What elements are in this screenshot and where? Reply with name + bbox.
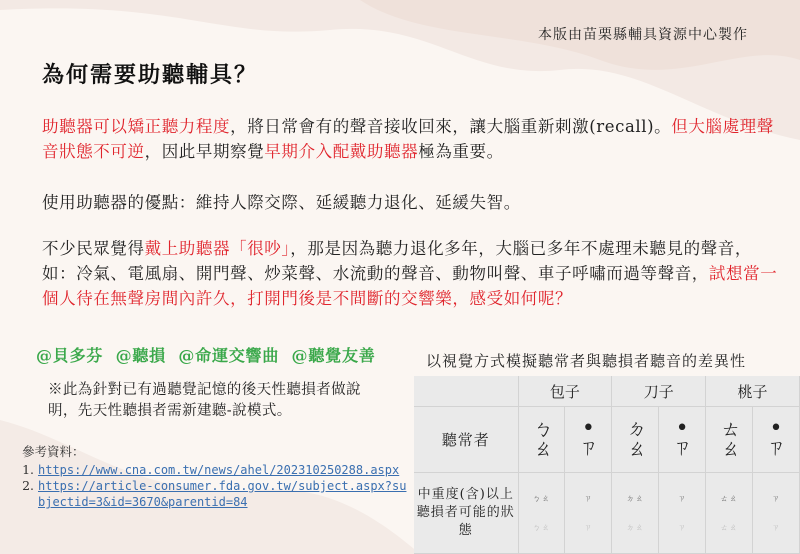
zhuyin-cell: • ㄗ: [753, 407, 800, 473]
body-text: 不少民眾覺得: [42, 239, 145, 258]
hashtag: @貝多芬: [36, 346, 104, 365]
muffled-cell: ㄅㄠ ㄅㄠ: [518, 473, 565, 554]
muffled-cell: ㄊㄠ ㄊㄠ: [706, 473, 753, 554]
highlight-text: 但大腦處理聲音狀態不可逆: [42, 117, 774, 161]
paragraph-noisy-explanation: [42, 236, 782, 311]
header-empty-cell: [414, 376, 518, 407]
reference-link[interactable]: https://article-consumer.fda.gov.tw/subject.aspx?subjectid=3&id=3670&parentid=84: [38, 479, 407, 509]
hashtag-list: [36, 343, 382, 366]
body-text: ，將日常會有的聲音接收回來，讓大腦重新刺激(recall)。: [230, 117, 672, 136]
muffled-cell: ㄉㄠ ㄉㄠ: [612, 473, 659, 554]
zhuyin-cell: • ㄗ: [659, 407, 706, 473]
reference-link[interactable]: https://www.cna.com.tw/news/ahel/202310250288.aspx: [38, 463, 400, 477]
row-header: 中重度(含)以上聽損者可能的狀態: [414, 473, 518, 554]
zhuyin-cell: ㄅㄠ: [518, 407, 565, 473]
hashtag: @聽損: [115, 346, 166, 365]
highlight-text: 助聽器可以矯正聽力程度: [42, 117, 231, 136]
footnote: ※此為針對已有過聽覺記憶的後天性聽損者做說明，先天性聽損者需新建聽-說模式。: [48, 382, 361, 419]
row-header: 聽常者: [414, 407, 518, 473]
muffled-cell: ㄗ ㄗ: [753, 473, 800, 554]
column-header: 刀子: [612, 376, 706, 407]
muffled-cell: ㄗ ㄗ: [659, 473, 706, 554]
comparison-table: [414, 376, 800, 554]
body-text: 極為重要。: [418, 142, 504, 161]
zhuyin-cell: • ㄗ: [565, 407, 612, 473]
paragraph-hearing-aid-benefit: [42, 114, 782, 164]
body-text: ，因此早期察覺: [144, 142, 265, 161]
table-header-row: [414, 376, 800, 407]
paragraph-advantages: 使用助聽器的優點：維持人際交際、延緩聽力退化、延緩失智。: [42, 193, 521, 212]
muffled-cell: ㄗ ㄗ: [565, 473, 612, 554]
table-row: [414, 473, 800, 554]
hashtag: @命運交響曲: [178, 346, 280, 365]
page-title: 為何需要助聽輔具？: [42, 62, 259, 88]
highlight-text: 早期介入配戴助聽器: [264, 142, 419, 161]
highlight-text: 試想當一個人待在無聲房間內許久，打開門後是不間斷的交響樂，感受如何呢？: [42, 264, 778, 308]
table-row: [414, 407, 800, 473]
references: [10, 444, 410, 510]
references-label: 參考資料：: [22, 444, 85, 459]
comparison-title: 以視覺方式模擬聽常者與聽損者聽音的差異性: [426, 352, 747, 370]
reference-item: [38, 462, 410, 478]
highlight-text: 戴上助聽器「很吵」: [144, 239, 291, 258]
column-header: 包子: [518, 376, 612, 407]
credit-text: 本版由苗栗縣輔具資源中心製作: [538, 27, 748, 43]
body-text: ，那是因為聽力退化多年，大腦已多年不處理未聽見的聲音，如：冷氣、電風扇、開門聲、炒菜聲、水流動的聲音、動物叫聲、車子呼嘯而過等聲音，: [42, 239, 752, 283]
reference-item: [38, 478, 410, 510]
zhuyin-cell: ㄊㄠ: [706, 407, 753, 473]
column-header: 桃子: [706, 376, 800, 407]
zhuyin-cell: ㄉㄠ: [612, 407, 659, 473]
hashtag: @聽覺友善: [291, 346, 376, 365]
